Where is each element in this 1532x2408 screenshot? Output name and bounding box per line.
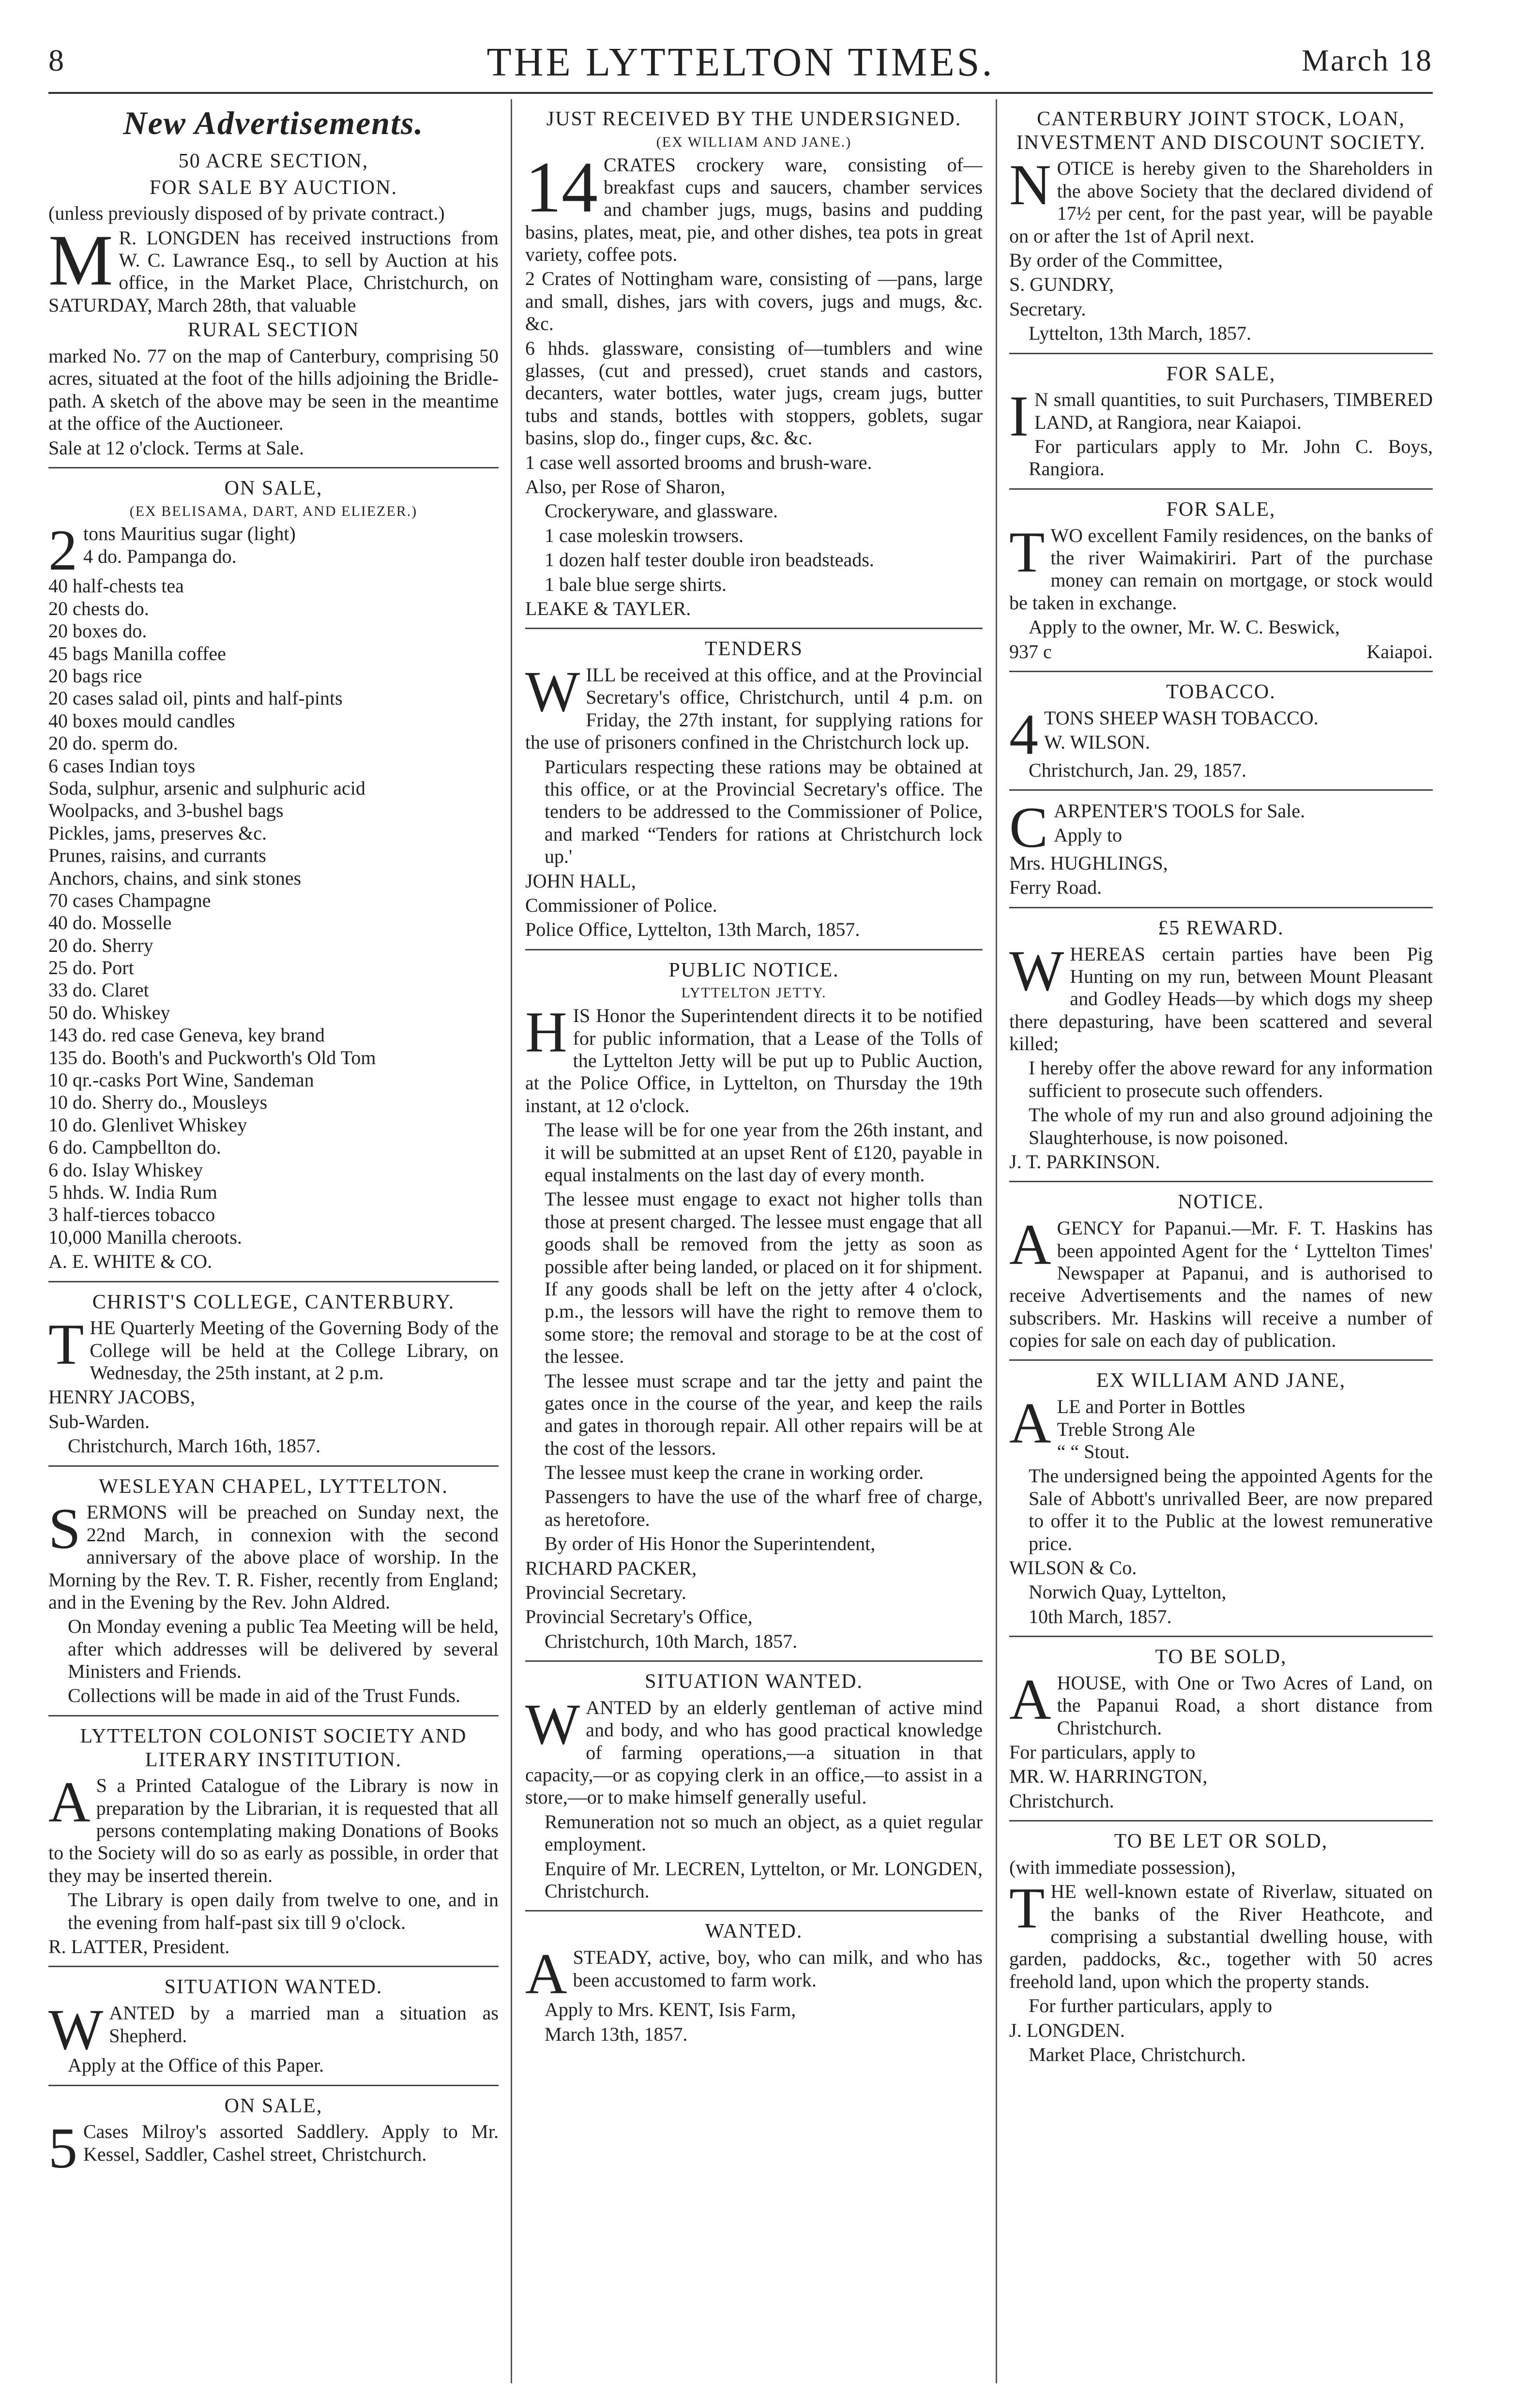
ad-body: WHEREAS certain parties have been Pig Hunting on my run, between Mount Pleasant and Godley Heads—by which dogs my sheep there depasturing, have been scattered and several killed; <box>1009 938 1433 1055</box>
ad-signature: LEAKE & TAYLER. <box>525 597 691 619</box>
ad-heading: ON SALE, <box>224 2094 323 2117</box>
list-item: 50 do. Whiskey <box>48 1001 170 1023</box>
page-number: 8 <box>48 43 64 77</box>
newspaper-title: THE LYTTELTON TIMES. <box>486 40 995 85</box>
ad-paragraph: Apply at the Office of this Paper. <box>68 2054 324 2077</box>
ad-date: Christchurch, Jan. 29, 1857. <box>1029 759 1246 781</box>
drop-cap: A <box>1009 1667 1051 1731</box>
ad-signature: MR. W. HARRINGTON, <box>1009 1765 1208 1788</box>
list-item: 3 half-tierces tobacco <box>48 1204 215 1226</box>
ad-signature: JOHN HALL, <box>525 870 636 892</box>
ad-paragraph: Apply to <box>1054 824 1122 846</box>
list-item: tons Mauritius sugar (light) <box>83 523 296 545</box>
list-item: 4 do. Pampanga do. <box>83 545 237 567</box>
ad-notice-agency <box>1009 1187 1433 1361</box>
list-item: 40 boxes mould candles <box>48 709 235 732</box>
list-item: 20 bags rice <box>48 665 142 687</box>
ad-signature: RICHARD PACKER, <box>525 1557 697 1579</box>
drop-cap: W <box>1009 938 1064 1003</box>
ad-address: Ferry Road. <box>1009 876 1102 899</box>
ad-role: Secretary. <box>1009 298 1086 320</box>
list-item: 10 qr.-casks Port Wine, Sandeman <box>48 1069 314 1091</box>
ad-paragraph: Apply to the owner, Mr. W. C. Beswick, <box>1029 616 1340 638</box>
list-item: Woolpacks, and 3-bushel bags <box>48 799 284 822</box>
ad-signature: S. GUNDRY, <box>1009 273 1114 296</box>
ad-body: WANTED by a married man a situation as Shepherd. <box>48 1997 499 2062</box>
ad-paragraph: For further particulars, apply to <box>1029 1995 1273 2017</box>
list-item: Treble Strong Ale <box>1057 1418 1195 1440</box>
list-item: 2 Crates of Nottingham ware, consisting of —pans, large and small, dishes, jars with covers, jugs and mugs, &c. &c. <box>525 268 983 335</box>
ad-heading: 50 ACRE SECTION, <box>178 150 369 172</box>
list-item: Anchors, chains, and sink stones <box>48 867 302 889</box>
ad-paragraph: On Monday evening a public Tea Meeting will be held, after which addresses will be delivered by several Ministers and Friends. <box>68 1615 499 1683</box>
ad-address: Market Place, Christchurch. <box>1029 2044 1246 2066</box>
ad-body: THE Quarterly Meeting of the Governing Body of the College will be held at the College Library, on Wednesday, the 25th instant, at 2 p.m. <box>48 1312 499 1384</box>
ad-carpenter-tools <box>1009 796 1433 908</box>
drop-cap: A <box>48 1770 91 1835</box>
list-item: 1 case well assorted brooms and brush-ware. <box>525 451 872 473</box>
ad-lines <box>1009 1396 1433 1463</box>
list-item: “ “ Stout. <box>1057 1440 1130 1462</box>
ad-paragraph: The whole of my run and also ground adjoining the Slaughterhouse, is now poisoned. <box>1029 1104 1433 1148</box>
drop-cap: C <box>1009 795 1048 860</box>
ad-heading: WANTED. <box>705 1920 803 1943</box>
ad-heading: NOTICE. <box>1178 1191 1264 1214</box>
ad-ships: (EX WILLIAM AND JANE.) <box>656 134 852 150</box>
ad-subheading: LYTTELTON JETTY. <box>681 985 827 1001</box>
drop-cap: 14 <box>525 147 598 227</box>
list-item: 25 do. Port <box>48 957 134 979</box>
ad-christs-college <box>48 1287 499 1467</box>
list-item: 40 do. Mosselle <box>48 912 172 934</box>
list-item: 6 hhds. glassware, consisting of—tumblers and wine glasses, (cut and pressed), cruet stands and castors, decanters, water bottles, water jugs, cream jugs, butter tubs and stands, bottles with stoppers, goblets, sugar basins, slop do., finger cups, &c. &c. <box>525 337 983 449</box>
list-item: 5 hhds. W. India Rum <box>48 1181 217 1203</box>
column-1 <box>48 104 499 2178</box>
ad-body: WILL be received at this office, and at the Provincial Secretary's office, Christchurch, until 4 p.m. on Friday, the 27th instant, for supplying rations for the use of prisoners confined in the Christchurch lock up. <box>525 659 983 753</box>
first-items <box>48 523 499 575</box>
header-rule <box>48 92 1433 94</box>
ad-heading: SITUATION WANTED. <box>164 1976 383 1999</box>
list-item: 1 dozen half tester double iron beadsteads. <box>545 549 874 571</box>
ad-heading: LYTTELTON COLONIST SOCIETY AND LITERARY INSTITUTION. <box>80 1725 467 1771</box>
ad-wesleyan-chapel <box>48 1472 499 1716</box>
ad-tobacco <box>1009 677 1433 791</box>
ad-date: 10th March, 1857. <box>1029 1605 1172 1627</box>
ad-signature: WILSON & Co. <box>1009 1556 1137 1579</box>
ad-heading: ON SALE, <box>224 477 323 499</box>
list-item: Pickles, jams, preserves &c. <box>48 822 267 844</box>
ad-order: By order of the Committee, <box>1009 249 1223 271</box>
ad-date: Lyttelton, 13th March, 1857. <box>1029 322 1251 345</box>
ad-heading: EX WILLIAM AND JANE, <box>1096 1370 1346 1392</box>
list-item: 33 do. Claret <box>48 979 149 1001</box>
ad-paragraph: Apply to Mrs. KENT, Isis Farm, <box>545 1999 796 2021</box>
ad-ref-line <box>1009 641 1433 663</box>
ad-for-sale-land <box>1009 359 1433 490</box>
ad-date: Christchurch, March 16th, 1857. <box>68 1435 321 1457</box>
ad-joint-stock <box>1009 104 1433 354</box>
list-item: 10 do. Sherry do., Mousleys <box>48 1091 268 1114</box>
drop-cap: A <box>1009 1396 1051 1456</box>
ad-paragraph: Particulars respecting these rations may be obtained at this office, or at the Provincial Secretary's office. The tenders to be addressed to the Commissioner of Police, and marked “Tenders for rations at Christchurch lock up.' <box>545 755 983 868</box>
ad-to-be-sold <box>1009 1642 1433 1821</box>
ad-heading: JUST RECEIVED BY THE UNDERSIGNED. <box>546 108 962 130</box>
list-item: 70 cases Champagne <box>48 889 211 911</box>
ad-paragraph: Collections will be made in aid of the Trust Funds. <box>68 1685 461 1707</box>
ad-subheading: FOR SALE BY AUCTION. <box>149 176 398 199</box>
ad-ref: 937 c <box>1009 640 1052 662</box>
ad-body: SERMONS will be preached on Sunday next, the 22nd March, in connexion with the second anniversary of the above place of worship. In the Morning by the Rev. T. R. Fisher, recently from England; and in the Evening by the Rev. John Aldred. <box>48 1496 499 1613</box>
ad-ships: (EX BELISAMA, DART, AND ELIEZER.) <box>129 503 418 519</box>
ad-signature: W. WILSON. <box>1044 731 1150 753</box>
ad-heading: CANTERBURY JOINT STOCK, LOAN, INVESTMENT AND DISCOUNT SOCIETY. <box>1016 108 1426 154</box>
ad-heading: WESLEYAN CHAPEL, LYTTELTON. <box>99 1475 448 1498</box>
ad-heading: SITUATION WANTED. <box>645 1671 863 1693</box>
list-item: 6 cases Indian toys <box>48 754 196 777</box>
ad-body: marked No. 77 on the map of Canterbury, comprising 50 acres, situated at the foot of the hills adjoining the Bridle-path. A sketch of the above may be seen in the meantime at the office of the Auctioneer. <box>48 345 499 435</box>
ad-paragraph: The lessee must engage to exact not higher tolls than those at present charged. The lessee must engage that all goods shall be removed from the jetty as soon as possible after being landed, or placed on it for shipment. If any goods shall be left on the jetty after 4 o'clock, p.m., the lessors will have the right to remove them to some store; the removal and storage to be at the cost of the lessee. <box>545 1188 983 1368</box>
ad-terms: Sale at 12 o'clock. Terms at Sale. <box>48 436 304 459</box>
ad-paragraph: For particulars, apply to <box>1009 1741 1196 1763</box>
column-divider <box>511 99 512 2383</box>
ad-also: Also, per Rose of Sharon, <box>525 475 726 497</box>
ad-signature: J. T. PARKINSON. <box>1009 1151 1160 1173</box>
list-item: 6 do. Islay Whiskey <box>48 1159 203 1181</box>
drop-cap: A <box>525 1941 567 2006</box>
ad-body: I N small quantities, to suit Purchasers, TIMBERED LAND, at Rangiora, near Kaiapoi. <box>1009 384 1433 449</box>
ad-address: Norwich Quay, Lyttelton, <box>1029 1581 1227 1603</box>
list-item: 45 bags Manilla coffee <box>48 642 226 664</box>
ad-heading: TOBACCO. <box>1166 680 1276 703</box>
ad-role: Provincial Secretary. <box>525 1581 686 1604</box>
section-heading: New Advertisements. <box>123 105 424 141</box>
ad-body: AHOUSE, with One or Two Acres of Land, on the Papanui Road, a short distance from Christchurch. <box>1009 1667 1433 1739</box>
column-divider <box>996 99 997 2383</box>
ad-body: HIS Honor the Superintendent directs it to be notified for public information, that a Lease of the Tolls of the Lyttelton Jetty will be put up to Public Auction, at the Police Office, in Lyttelton, on Thursday the 19th instant, at 12 o'clock. <box>525 1000 983 1116</box>
ad-paragraph: The lessee must keep the crane in working order. <box>545 1461 924 1484</box>
ad-paragraph: The undersigned being the appointed Agents for the Sale of Abbott's unrivalled Beer, are now prepared to offer it to the Public at the lowest remunerative price. <box>1029 1465 1433 1554</box>
ad-paragraph: The Library is open daily from twelve to one, and in the evening from half-past six till 9 o'clock. <box>68 1889 499 1933</box>
ad-body: CARPENTER'S TOOLS for Sale. <box>1009 795 1305 860</box>
drop-cap: H <box>525 1000 567 1065</box>
ad-situation-wanted <box>525 1667 983 1911</box>
list-item: 20 do. sperm do. <box>48 732 178 754</box>
list-item: Soda, sulphur, arsenic and sulphuric acid <box>48 777 365 799</box>
ad-paragraph: Remuneration not so much an object, as a quiet regular employment. <box>545 1810 983 1855</box>
ad-body: NOTICE is hereby given to the Shareholders in the above Society that the declared dividend of 17½ per cent, for the past year, will be payable on or after the 1st of April next. <box>1009 152 1433 247</box>
ad-for-sale-residences <box>1009 495 1433 672</box>
list-item: Crockeryware, and glassware. <box>545 500 778 522</box>
drop-cap: 5 <box>48 2116 77 2179</box>
ad-heading: TO BE SOLD, <box>1155 1646 1287 1669</box>
drop-cap: A <box>1009 1212 1051 1277</box>
drop-cap: T <box>1009 1876 1045 1941</box>
ad-paragraph: I hereby offer the above reward for any information sufficient to prosecute such offenders. <box>1029 1057 1433 1101</box>
ad-paragraphs <box>525 1119 983 1555</box>
ad-tenders <box>525 634 983 950</box>
ad-subheading: RURAL SECTION <box>187 319 360 342</box>
ad-colonist-society <box>48 1721 499 1968</box>
ad-heading: FOR SALE, <box>1166 498 1276 521</box>
list-item: 10,000 Manilla cheroots. <box>48 1226 242 1248</box>
list-item: 1 bale blue serge shirts. <box>545 573 727 595</box>
ad-role: Commissioner of Police. <box>525 894 717 916</box>
page-header <box>48 39 1433 92</box>
goods-list <box>525 268 983 474</box>
ad-role: Sub-Warden. <box>48 1410 150 1432</box>
ad-body: 4 TONS SHEEP WASH TOBACCO. <box>1009 702 1319 767</box>
ad-heading: PUBLIC NOTICE. <box>668 959 839 981</box>
ad-signature: A. E. WHITE & CO. <box>48 1250 212 1273</box>
ad-paragraph: For particulars apply to Mr. John C. Boys, Rangiora. <box>1029 436 1433 480</box>
ad-body: THE well-known estate of Riverlaw, situated on the banks of the River Heathcote, and comprising a substantial dwelling house, with garden, paddocks, &c., together with 50 acres freehold land, upon which the property stands. <box>1009 1876 1433 1992</box>
drop-cap: N <box>1009 152 1051 217</box>
list-item: 20 do. Sherry <box>48 934 153 956</box>
ad-date: March 13th, 1857. <box>545 2023 688 2045</box>
ad-body: M R. LONGDEN has received instructions from W. C. Lawrance Esq., to sell by Auction at his office, in the Market Place, Christchurch, on SATURDAY, March 28th, that valuable <box>48 220 499 316</box>
ad-body: A S a Printed Catalogue of the Library is now in preparation by the Librarian, it is requested that all persons contemplating making Donations of Books to the Society will do so as early as possible, in order that they may be inserted therein. <box>48 1770 499 1886</box>
ad-ale-porter <box>1009 1366 1433 1637</box>
ad-on-sale-goods <box>48 473 499 1282</box>
ad-signature: Mrs. HUGHLINGS, <box>1009 852 1168 874</box>
list-item: 143 do. red case Geneva, key brand <box>48 1024 325 1046</box>
drop-cap: 2 <box>48 523 77 575</box>
drop-cap: I <box>1009 384 1029 449</box>
ad-situation-shepherd <box>48 1972 499 2086</box>
goods-list <box>48 575 499 1249</box>
ad-wanted-boy <box>525 1916 983 2053</box>
ad-date: Police Office, Lyttelton, 13th March, 1857. <box>525 918 860 941</box>
ad-note: (unless previously disposed of by private contract.) <box>48 202 445 225</box>
ad-signature: HENRY JACOBS, <box>48 1386 196 1408</box>
ad-paragraph: Passengers to have the use of the wharf free of charge, as heretofore. <box>545 1486 983 1530</box>
ad-paragraph: By order of His Honor the Superintendent, <box>545 1533 876 1555</box>
ad-heading: £5 REWARD. <box>1158 917 1284 939</box>
ad-signature: J. LONGDEN. <box>1009 2019 1125 2041</box>
ad-acre-section <box>48 146 499 468</box>
ad-paragraph: The lease will be for one year from the 26th instant, and it will be submitted at an upset Rent of £120, payable in equal instalments on the last day of every month. <box>545 1119 983 1186</box>
list-item: Prunes, raisins, and currants <box>48 844 266 867</box>
list-item: 1 case moleskin trowsers. <box>545 524 744 546</box>
ad-subheading: (with immediate possession), <box>1009 1856 1236 1878</box>
drop-cap: T <box>1009 519 1045 584</box>
ad-heading: FOR SALE, <box>1166 362 1276 385</box>
column-3 <box>1009 104 1433 2078</box>
list-item: LE and Porter in Bottles <box>1057 1396 1245 1418</box>
ad-heading: TO BE LET OR SOLD, <box>1114 1830 1328 1853</box>
ad-saddlery <box>48 2091 499 2179</box>
ad-place: Kaiapoi. <box>1366 640 1433 662</box>
goods-list <box>525 500 983 596</box>
drop-cap: S <box>48 1496 81 1561</box>
ad-heading: CHRIST'S COLLEGE, CANTERBURY. <box>92 1291 455 1313</box>
drop-cap: W <box>525 659 580 724</box>
ad-office: Provincial Secretary's Office, <box>525 1606 753 1628</box>
drop-cap: W <box>48 1997 104 2062</box>
drop-cap: M <box>48 220 113 301</box>
list-item: 40 half-chests tea <box>48 575 184 597</box>
ad-body: 14 CRATES crockery ware, consisting of—breakfast cups and saucers, chamber services and chamber jugs, mugs, basins and pudding basins, plates, meat, pie, and other dishes, tea pots in great variety, coffee pots. <box>525 147 983 266</box>
list-item: 10 do. Glenlivet Whiskey <box>48 1114 247 1136</box>
ad-body: TWO excellent Family residences, on the banks of the river Waimakiriri. Part of the purchase money can remain on mortgage, or stock would be taken in exchange. <box>1009 519 1433 614</box>
ad-address: Christchurch. <box>1009 1790 1114 1812</box>
list-item: 135 do. Booth's and Puckworth's Old Tom <box>48 1046 376 1069</box>
column-2 <box>525 104 983 2058</box>
ad-reward <box>1009 913 1433 1183</box>
ad-paragraph: The lessee must scrape and tar the jetty and paint the gates once in the course of the year, and keep the rails and gates in thorough repair. All other repairs will be at the cost of the lessors. <box>545 1370 983 1459</box>
list-item: 6 do. Campbellton do. <box>48 1136 221 1159</box>
drop-cap: T <box>48 1312 84 1377</box>
issue-date: March 18 <box>1301 43 1433 77</box>
ad-heading: TENDERS <box>705 638 803 661</box>
ad-let-or-sold <box>1009 1826 1433 2074</box>
ad-paragraph: Enquire of Mr. LECREN, Lyttelton, or Mr. LONGDEN, Christchurch. <box>545 1857 983 1902</box>
ad-body: ASTEADY, active, boy, who can milk, and who has been accustomed to farm work. <box>525 1941 983 2006</box>
ad-crockery <box>525 104 983 629</box>
ad-date: Christchurch, 10th March, 1857. <box>545 1630 798 1652</box>
drop-cap: 4 <box>1009 702 1038 767</box>
list-item: 20 cases salad oil, pints and half-pints <box>48 687 343 709</box>
ad-signature: R. LATTER, President. <box>48 1936 230 1958</box>
ad-body: AGENCY for Papanui.—Mr. F. T. Haskins has been appointed Agent for the ‘ Lyttelton Times' Newspaper at Papanui, and is authorised to receive Advertisements and the names of new subscribers. Mr. Haskins will receive a number of copies for sale on each day of publication. <box>1009 1212 1433 1352</box>
ad-body: WANTED by an elderly gentleman of active mind and body, and who has good practical knowledge of farming operations,—a situation in that capacity,—or as copying clerk in an office,—to assist in a store,—or to make himself generally useful. <box>525 1691 983 1808</box>
list-item: 20 boxes do. <box>48 620 147 642</box>
list-item: 20 chests do. <box>48 597 149 619</box>
drop-cap: W <box>525 1691 580 1756</box>
ad-body: 5 Cases Milroy's assorted Saddlery. Apply to Mr. Kessel, Saddler, Cashel street, Christchurch. <box>48 2116 499 2179</box>
ad-public-notice <box>525 955 983 1662</box>
